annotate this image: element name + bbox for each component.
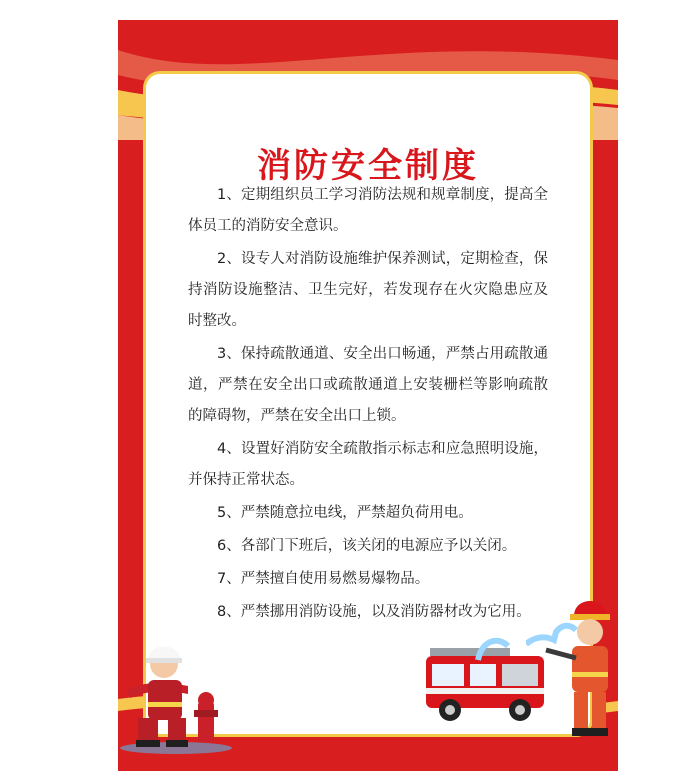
rule-item: 2、设专人对消防设施维护保养测试，定期检查，保持消防设施整洁、卫生完好，若发现存在火灾隐患应及时整改。	[188, 251, 548, 329]
rule-item: 1、定期组织员工学习消防法规和规章制度，提高全体员工的消防安全意识。	[188, 187, 548, 234]
rule-item: 5、严禁随意拉电线，严禁超负荷用电。	[217, 505, 473, 521]
poster-title: 消防安全制度	[257, 146, 479, 186]
rule-item: 6、各部门下班后，该关闭的电源应予以关闭。	[217, 538, 517, 554]
rules-list	[188, 180, 548, 630]
rule-item: 3、保持疏散通道、安全出口畅通，严禁占用疏散通道，严禁在安全出口或疏散通道上安装栅栏等影响疏散的障碍物，严禁在安全出口上锁。	[188, 346, 548, 424]
rule-item: 7、严禁擅自使用易燃易爆物品。	[217, 571, 430, 587]
rule-item: 4、设置好消防安全疏散指示标志和应急照明设施，并保持正常状态。	[188, 441, 548, 488]
rule-item: 8、严禁挪用消防设施，以及消防器材改为它用。	[217, 604, 531, 620]
firefighter-with-hose-icon	[118, 620, 234, 754]
firefighter-spraying-icon	[526, 596, 616, 746]
